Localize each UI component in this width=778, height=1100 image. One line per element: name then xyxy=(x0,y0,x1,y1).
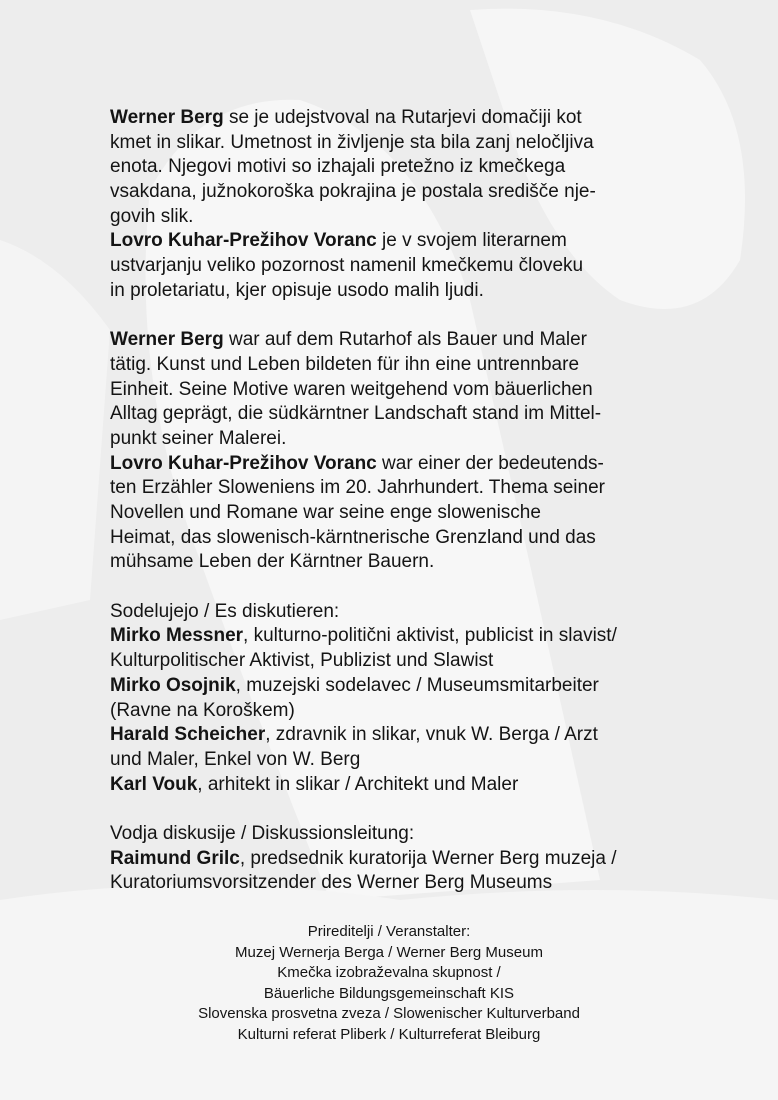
text-line xyxy=(110,526,617,551)
line-text: kmet in slikar. Umetnost in življenje sta bila zanj neločljiva xyxy=(110,131,594,153)
text-line xyxy=(110,427,617,452)
line-text: ustvarjanju veliko pozornost namenil kmečkemu človeku xyxy=(110,255,584,277)
line-text: mühsame Leben der Kärntner Bauern. xyxy=(110,551,435,573)
line-text: Kulturpolitischer Aktivist, Publizist und Slawist xyxy=(110,650,494,672)
text-line xyxy=(110,699,617,724)
line-text: govih slik. xyxy=(110,205,194,227)
line-text: , zdravnik in slikar, vnuk W. Berga / Arzt xyxy=(265,724,598,746)
line-text: , predsednik kuratorija Werner Berg muzeja / xyxy=(239,847,617,869)
footer-line: Bäuerliche Bildungsgemeinschaft KIS xyxy=(263,984,515,1002)
text-line xyxy=(110,847,617,872)
text-line xyxy=(110,155,617,180)
blank-line xyxy=(110,304,617,329)
text-line xyxy=(110,205,617,230)
line-text: in proletariatu, kjer opisuje usodo malih ljudi. xyxy=(110,279,484,301)
line-text: Sodelujejo / Es diskutieren: xyxy=(110,600,340,622)
text-line xyxy=(110,254,617,279)
line-text: enota. Njegovi motivi so izhajali pretežno iz kmečkega xyxy=(110,156,566,178)
line-text: Einheit. Seine Motive waren weitgehend vom bäuerlichen xyxy=(110,378,593,400)
text-line xyxy=(110,131,617,156)
bold-name: Karl Vouk xyxy=(110,773,198,795)
line-text: Novellen und Romane war seine enge slowenische xyxy=(110,502,541,523)
text-line xyxy=(110,328,617,353)
body-text xyxy=(110,106,617,896)
line-text: Alltag geprägt, die südkärntner Landschaft stand im Mittel- xyxy=(110,403,602,425)
text-line xyxy=(110,353,617,378)
footer-line: Kulturni referat Pliberk / Kulturreferat Bleiburg xyxy=(237,1025,541,1043)
text-line xyxy=(110,476,617,501)
line-text: tätig. Kunst und Leben bildeten für ihn eine untrennbare xyxy=(110,353,580,375)
line-text: ten Erzähler Sloweniens im 20. Jahrhundert. Thema seiner xyxy=(110,477,605,499)
blank-line xyxy=(110,575,617,600)
bold-name: Lovro Kuhar-Prežihov Voranc xyxy=(110,452,377,474)
line-text: war einer der bedeutends- xyxy=(376,452,604,474)
text-line xyxy=(110,229,617,254)
line-text: Kuratoriumsvorsitzender des Werner Berg Museums xyxy=(110,872,553,894)
line-text: punkt seiner Malerei. xyxy=(110,427,287,449)
footer-line: Kmečka izobraževalna skupnost / xyxy=(277,964,501,982)
text-line xyxy=(110,402,617,427)
text-line xyxy=(110,822,617,847)
text-line xyxy=(110,452,617,477)
bold-name: Raimund Grilc xyxy=(110,847,240,869)
bold-name: Werner Berg xyxy=(110,329,224,351)
text-line xyxy=(110,378,617,403)
bold-name: Harald Scheicher xyxy=(110,724,266,746)
footer-line: Prireditelji / Veranstalter: xyxy=(307,923,471,940)
text-line xyxy=(110,748,617,773)
bold-name: Mirko Messner xyxy=(110,625,244,647)
line-text: (Ravne na Koroškem) xyxy=(110,699,295,721)
text-line xyxy=(110,501,617,526)
text-line xyxy=(110,624,617,649)
line-text: war auf dem Rutarhof als Bauer und Maler xyxy=(223,329,587,351)
text-line xyxy=(110,550,617,575)
text-line xyxy=(110,600,617,625)
text-line xyxy=(110,649,617,674)
line-text: vsakdana, južnokoroška pokrajina je postala središče nje- xyxy=(110,181,596,203)
bold-name: Lovro Kuhar-Prežihov Voranc xyxy=(110,230,377,252)
line-text: , muzejski sodelavec / Museumsmitarbeiter xyxy=(235,674,599,696)
line-text: Heimat, das slowenisch-kärntnerische Grenzland und das xyxy=(110,526,596,548)
bold-name: Werner Berg xyxy=(110,107,224,128)
text-line xyxy=(110,279,617,304)
line-text: je v svojem literarnem xyxy=(376,230,567,252)
text-line xyxy=(110,674,617,699)
line-text: Vodja diskusije / Diskussionsleitung: xyxy=(110,822,415,844)
bold-name: Mirko Osojnik xyxy=(110,674,236,696)
line-text: und Maler, Enkel von W. Berg xyxy=(110,748,361,770)
footer-line: Muzej Wernerja Berga / Werner Berg Museum xyxy=(235,943,543,961)
line-text: se je udejstvoval na Rutarjevi domačiji kot xyxy=(223,107,582,128)
text-line xyxy=(110,106,617,131)
line-text: , arhitekt in slikar / Architekt und Maler xyxy=(197,773,519,795)
line-text: , kulturno-politični aktivist, publicist in slavist/ xyxy=(243,625,617,647)
text-line xyxy=(110,871,617,896)
text-line xyxy=(110,723,617,748)
text-line xyxy=(110,180,617,205)
text-line xyxy=(110,773,617,798)
blank-line xyxy=(110,797,617,822)
footer-line: Slovenska prosvetna zveza / Slowenischer Kulturverband xyxy=(198,1005,580,1023)
organizers-footer xyxy=(0,922,778,1046)
